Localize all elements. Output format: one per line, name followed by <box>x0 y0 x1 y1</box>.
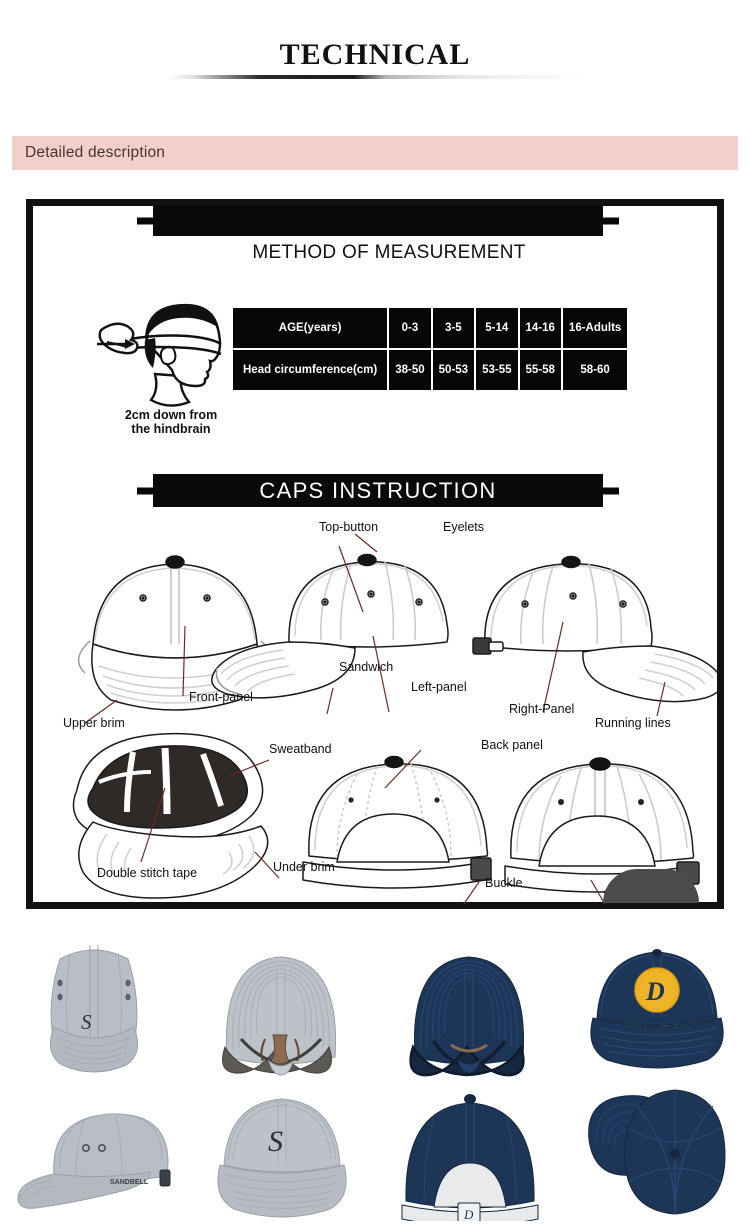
cap-right-side-view-drawing <box>473 557 717 717</box>
product-cell-gray-cap-side-view[interactable] <box>0 1082 188 1229</box>
technical-info-panel <box>26 199 724 909</box>
age-cell-2: 5-14 <box>476 308 517 348</box>
svg-text:D: D <box>463 1206 474 1221</box>
method-of-measurement-banner <box>153 205 603 236</box>
label-sandwich: Sandwich <box>339 660 394 674</box>
product-cell-navy-cap-underside-view[interactable] <box>375 935 563 1082</box>
product-cell-navy-cap-front-view[interactable] <box>563 935 750 1082</box>
label-under-brim: Under brim <box>273 860 335 874</box>
cap-line-drawings <box>33 516 717 904</box>
navy-cap-back-view-image <box>394 1091 544 1221</box>
detailed-description-label: Detailed description <box>25 144 166 161</box>
table-row-age <box>233 308 627 348</box>
detailed-description-bar <box>12 136 738 170</box>
head-profile-icon <box>95 296 247 416</box>
label-back-panel: Back panel <box>481 738 543 752</box>
gray-cap-underside-view-image <box>211 939 351 1079</box>
navy-cap-front-view-image <box>581 944 731 1074</box>
age-cell-4: 16-Adults <box>563 308 627 348</box>
svg-text:S: S <box>268 1124 284 1158</box>
table-row-circumference <box>233 350 627 390</box>
cap-back-view-drawing <box>303 750 491 904</box>
product-cell-navy-cap-crown-view[interactable] <box>563 1082 750 1229</box>
gray-cap-front-view-image <box>206 1091 356 1221</box>
circumference-cell-3: 55-58 <box>520 350 561 390</box>
label-running-lines: Running lines <box>595 716 671 730</box>
page-title: TECHNICAL <box>279 38 471 71</box>
label-buckle: Buckle <box>485 876 523 890</box>
label-upper-brim: Upper brim <box>63 716 125 730</box>
svg-text:D: D <box>646 976 666 1006</box>
label-right-panel: Right-Panel <box>509 702 575 716</box>
gray-cap-top-view-image <box>34 939 154 1079</box>
navy-cap-crown-view-image <box>581 1086 731 1226</box>
head-measurement-figure <box>95 296 247 441</box>
caps-instruction-banner <box>153 474 603 507</box>
product-image-grid <box>0 935 750 1229</box>
circumference-cell-1: 50-53 <box>433 350 474 390</box>
caps-instruction-label: CAPS INSTRUCTION <box>259 477 497 503</box>
age-cell-1: 3-5 <box>433 308 474 348</box>
navy-cap-underside-view-image <box>399 939 539 1079</box>
label-sweatband: Sweatband <box>269 742 332 756</box>
circumference-cell-0: 38-50 <box>389 350 430 390</box>
circumference-cell-2: 53-55 <box>476 350 517 390</box>
label-eyelets: Eyelets <box>443 520 484 534</box>
size-chart-table <box>231 306 629 392</box>
product-cell-gray-cap-underside-view[interactable] <box>188 935 376 1082</box>
label-top-button: Top-button <box>319 520 379 534</box>
gray-cap-side-view-image <box>14 1096 174 1216</box>
row-header-age: AGE(years) <box>233 308 387 348</box>
svg-text:S: S <box>80 1009 92 1034</box>
product-cell-navy-cap-back-view[interactable] <box>375 1082 563 1229</box>
svg-text:SANDBELL: SANDBELL <box>109 1178 148 1186</box>
label-left-panel: Left-panel <box>411 680 467 694</box>
circumference-cell-4: 58-60 <box>563 350 627 390</box>
product-cell-gray-cap-front-view[interactable] <box>188 1082 376 1229</box>
caps-instruction-diagram <box>33 516 717 904</box>
product-cell-gray-cap-top-view[interactable] <box>0 935 188 1082</box>
age-cell-0: 0-3 <box>389 308 430 348</box>
label-double-stitch-tape: Double stitch tape <box>97 866 198 880</box>
row-header-circumference: Head circumference(cm) <box>233 350 387 390</box>
age-cell-3: 14-16 <box>520 308 561 348</box>
method-of-measurement-heading: METHOD OF MEASUREMENT <box>252 242 526 263</box>
title-divider <box>168 75 588 79</box>
label-front-panel: Front-panel <box>189 690 253 704</box>
head-figure-caption: 2cm down from the hindbrain <box>124 408 218 437</box>
